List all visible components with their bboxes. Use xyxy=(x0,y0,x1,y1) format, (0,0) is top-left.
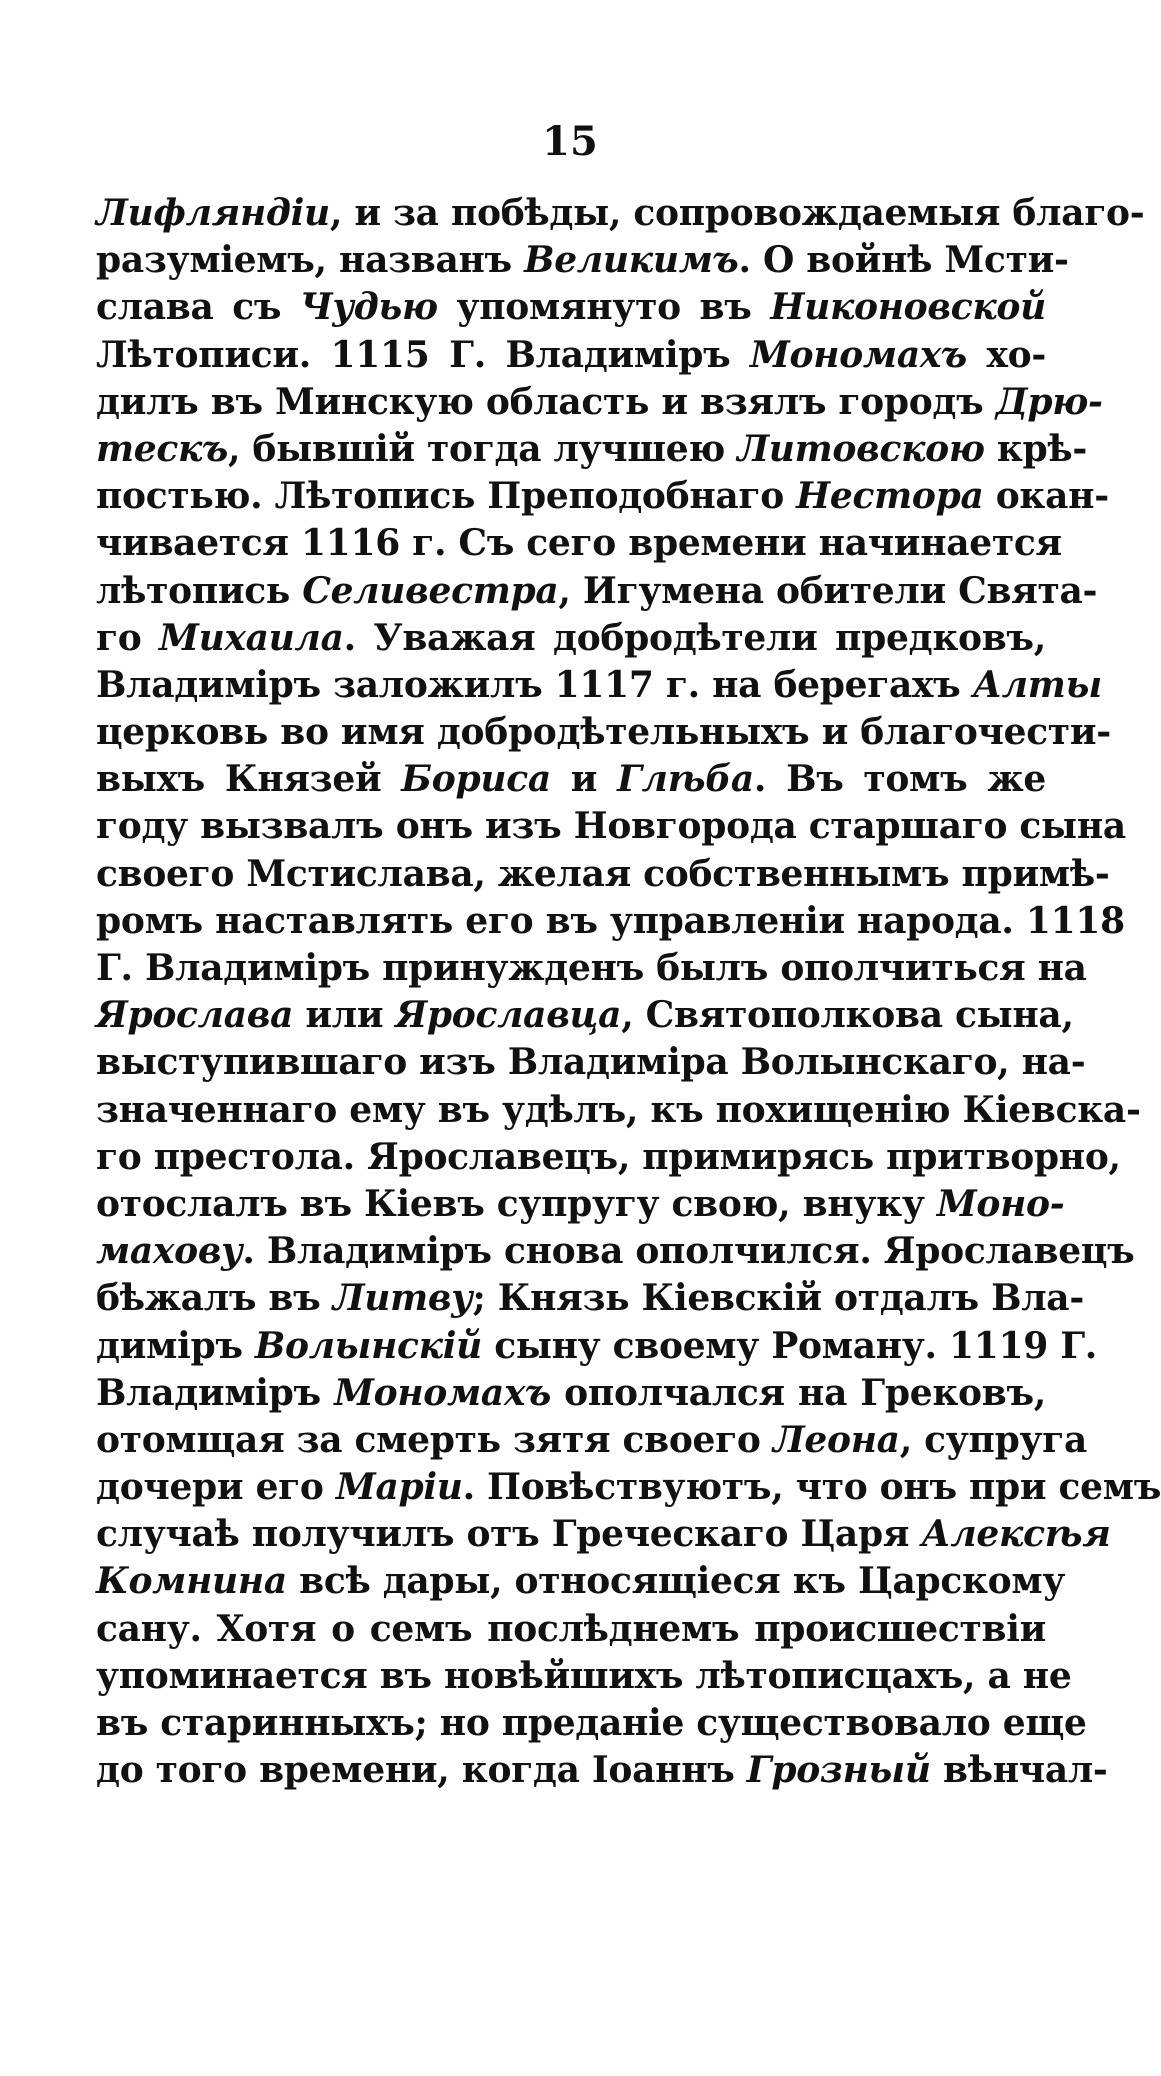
text-segment: Владиміръ xyxy=(96,1371,335,1414)
text-line xyxy=(96,1653,1072,1700)
text-segment: или xyxy=(293,994,396,1037)
text-line xyxy=(96,1181,1065,1228)
italic-segment: Алты xyxy=(972,663,1102,706)
text-line xyxy=(96,1464,1161,1511)
text-line xyxy=(96,1323,1098,1370)
text-segment: . Въ томъ же xyxy=(753,758,1046,801)
text-segment: Лѣтописи. 1115 Г. Владиміръ xyxy=(96,333,750,376)
text-segment: го престола. Ярославецъ, примирясь притворно, xyxy=(96,1135,1121,1178)
italic-segment: Волынскій xyxy=(254,1324,482,1367)
text-segment: лѣтопись xyxy=(96,569,303,612)
text-segment: диміръ xyxy=(96,1324,255,1367)
text-line xyxy=(96,851,1110,898)
text-segment: , бывшій тогда лучшею xyxy=(227,427,738,470)
text-segment: въ старинныхъ; но преданіе существовало еще xyxy=(96,1702,1087,1744)
text-line xyxy=(96,709,1111,756)
text-line xyxy=(96,1747,1108,1794)
text-segment: . Повѣствуютъ, что онъ при семъ xyxy=(462,1466,1161,1509)
text-segment: , супруга xyxy=(899,1418,1087,1461)
text-segment: выступившаго изъ Владиміра Волынскаго, на- xyxy=(96,1041,1086,1084)
text-line xyxy=(96,1039,1086,1086)
text-line xyxy=(96,1087,1141,1134)
text-segment: ромъ наставлять его въ управленіи народа. 1118 xyxy=(96,899,1125,942)
italic-segment: Алексѣя xyxy=(921,1513,1111,1556)
text-segment: , Игумена обители Свята- xyxy=(558,569,1098,612)
italic-segment: махову xyxy=(96,1230,243,1273)
italic-segment: Дрю- xyxy=(995,380,1103,423)
italic-segment: Великимъ xyxy=(524,239,739,282)
text-line xyxy=(96,1417,1087,1464)
text-segment: Г. Владиміръ принужденъ былъ ополчиться на xyxy=(96,947,1087,989)
page-number: 15 xyxy=(542,118,598,165)
text-segment: выхъ Князей xyxy=(96,758,402,801)
italic-segment: Ярослава xyxy=(96,994,294,1037)
text-line xyxy=(96,1606,1046,1653)
text-line xyxy=(96,1134,1121,1181)
italic-segment: Моно- xyxy=(936,1182,1065,1225)
text-segment: вѣнчал- xyxy=(930,1749,1108,1792)
text-segment: своего Мстислава, желая собственнымъ примѣ- xyxy=(96,852,1110,895)
text-line xyxy=(96,1511,1111,1558)
italic-segment: Чудью xyxy=(299,286,438,329)
text-line xyxy=(96,379,1103,426)
text-segment: го xyxy=(96,616,160,659)
text-segment: хо- xyxy=(966,333,1046,376)
text-segment: упомянуто въ xyxy=(437,286,771,329)
italic-segment: Михаила xyxy=(159,616,344,659)
text-line xyxy=(96,284,1046,331)
text-line xyxy=(96,1228,1135,1275)
text-line xyxy=(96,992,1074,1039)
text-segment: и xyxy=(550,758,618,801)
body-text xyxy=(96,190,1161,1794)
text-line xyxy=(96,1700,1087,1747)
text-segment: чивается 1116 г. Съ сего времени начинается xyxy=(96,522,1062,565)
italic-segment: Грозный xyxy=(746,1749,931,1792)
text-line xyxy=(96,945,1087,992)
italic-segment: тескъ xyxy=(96,427,228,470)
text-segment: церковь во имя добродѣтельныхъ и благочести- xyxy=(96,711,1111,754)
text-segment: слава съ xyxy=(96,286,300,329)
text-segment: крѣ- xyxy=(984,427,1088,470)
text-segment: отомщая за смерть зятя своего xyxy=(96,1418,773,1461)
text-segment: до того времени, когда Іоаннъ xyxy=(96,1749,747,1792)
italic-segment: Селивестра xyxy=(302,569,559,612)
text-segment: году вызвалъ онъ изъ Новгорода старшаго сына xyxy=(96,805,1126,848)
text-segment: , и за побѣды, сопровождаемыя благо- xyxy=(329,192,1145,234)
italic-segment: Комнина xyxy=(96,1560,287,1603)
italic-segment: Бориса xyxy=(401,758,551,801)
text-line xyxy=(96,568,1098,615)
text-line xyxy=(96,237,1069,284)
text-line xyxy=(96,1370,1046,1417)
text-segment: . Уважая добродѣтели предковъ, xyxy=(343,616,1046,659)
text-line xyxy=(96,190,1145,237)
text-segment: разуміемъ, названъ xyxy=(96,239,525,282)
italic-segment: Леона xyxy=(772,1418,900,1461)
text-line xyxy=(96,756,1046,803)
italic-segment: Мономахъ xyxy=(749,333,967,376)
text-segment: дочери его xyxy=(96,1466,336,1509)
text-segment: всѣ дары, относящіеся къ Царскому xyxy=(286,1560,1066,1603)
text-segment: значеннаго ему въ удѣлъ, къ похищенію Кіевска- xyxy=(96,1088,1141,1131)
italic-segment: Мономахъ xyxy=(334,1371,551,1414)
text-segment: отослалъ въ Кіевъ супругу свою, внуку xyxy=(96,1182,937,1225)
text-segment: бѣжалъ въ xyxy=(96,1277,333,1320)
text-segment: окан- xyxy=(983,475,1109,518)
text-segment: Владиміръ заложилъ 1117 г. на берегахъ xyxy=(96,663,973,706)
text-line xyxy=(96,898,1125,945)
italic-segment: Лифляндіи xyxy=(96,192,330,234)
text-segment: упоминается въ новѣйшихъ лѣтописцахъ, а не xyxy=(96,1654,1072,1697)
text-segment: . О войнѣ Мсти- xyxy=(738,239,1069,282)
text-line xyxy=(96,803,1126,850)
text-line xyxy=(96,1275,1084,1322)
text-segment: постью. Лѣтопись Преподобнаго xyxy=(96,475,797,518)
text-segment: . Владиміръ снова ополчился. Ярославецъ xyxy=(242,1230,1135,1273)
text-segment: сану. Хотя о семъ послѣднемъ происшествіи xyxy=(96,1607,1046,1650)
italic-segment: Нестора xyxy=(796,475,984,518)
italic-segment: Литву xyxy=(332,1277,473,1320)
text-segment: дилъ въ Минскую область и взялъ городъ xyxy=(96,380,996,423)
text-segment: ополчался на Грековъ, xyxy=(550,1371,1046,1414)
text-line xyxy=(96,426,1088,473)
italic-segment: Глѣба xyxy=(617,758,754,801)
text-line xyxy=(96,1558,1066,1605)
italic-segment: Ярославца xyxy=(395,994,622,1037)
italic-segment: Литовскою xyxy=(737,427,985,470)
text-segment: , Святополкова сына, xyxy=(621,994,1074,1037)
italic-segment: Никоновской xyxy=(770,286,1047,329)
text-segment: случаѣ получилъ отъ Греческаго Царя xyxy=(96,1513,922,1556)
text-segment: сыну своему Роману. 1119 Г. xyxy=(481,1324,1098,1367)
text-line xyxy=(96,473,1109,520)
text-segment: ; Князь Кіевскій отдалъ Вла- xyxy=(472,1277,1084,1320)
text-line xyxy=(96,662,1102,709)
text-line xyxy=(96,520,1062,567)
italic-segment: Маріи xyxy=(335,1466,463,1509)
text-line xyxy=(96,332,1046,379)
text-line xyxy=(96,615,1046,662)
